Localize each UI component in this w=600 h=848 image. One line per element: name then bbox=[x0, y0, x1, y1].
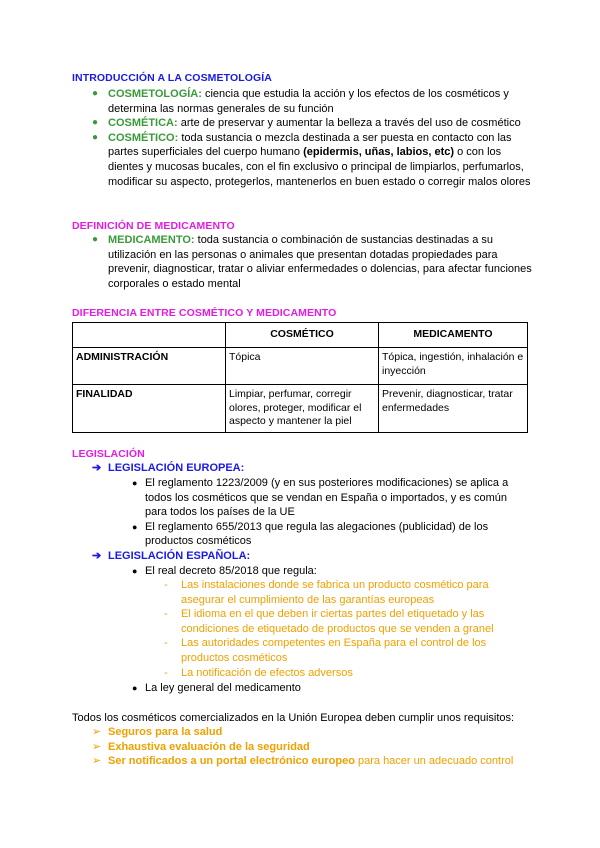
list-item: ● COSMÉTICA: arte de preservar y aumentar la belleza a través del uso de cosmético bbox=[92, 117, 521, 130]
table-header: MEDICAMENTO bbox=[379, 323, 528, 348]
list-item: ➢ Seguros para la salud bbox=[92, 726, 223, 738]
bullet-icon: ● bbox=[132, 521, 138, 532]
list-item: ➢ Exhaustiva evaluación de la seguridad bbox=[92, 740, 310, 753]
dash-icon: - bbox=[164, 637, 168, 650]
table-cell: FINALIDAD bbox=[73, 385, 226, 433]
legislacion-espanola-title: ➔ LEGISLACIÓN ESPAÑOLA: bbox=[92, 550, 251, 562]
list-item: - Las autoridades competentes en España para el control de los productos cosméticos bbox=[164, 637, 487, 664]
list-item: ● El reglamento 655/2013 que regula las alegaciones (publicidad) de los productos cosméticos bbox=[132, 520, 489, 548]
dash-icon: - bbox=[164, 579, 168, 591]
list-item: ● MEDICAMENTO: toda sustancia o combinación de sustancias destinadas a su utilización en las personas o animales que presentan dotadas propiedades para prevenir, diagnosticar, tratar o aliviar enfermedades o dolencias, para afectar funciones corporales o estado mental bbox=[92, 234, 532, 290]
bullet-icon: ● bbox=[132, 478, 138, 488]
decree-items-list bbox=[164, 578, 524, 680]
table-header bbox=[73, 323, 226, 348]
intro-list bbox=[92, 87, 532, 189]
heading-medicamento: DEFINICIÓN DE MEDICAMENTO bbox=[72, 220, 235, 232]
requisitos-list bbox=[92, 725, 532, 769]
list-item: ● El reglamento 1223/2009 (y en sus posteriores modificaciones) se aplica a todos los cosméticos que se vendan en España o importados, y es común para todos los países de la UE bbox=[132, 477, 509, 519]
europea-list bbox=[132, 476, 532, 549]
heading-diferencia: DIFERENCIA ENTRE COSMÉTICO Y MEDICAMENTO bbox=[72, 307, 337, 319]
bullet-icon: ● bbox=[132, 683, 138, 693]
table-row bbox=[73, 385, 528, 433]
arrowhead-icon: ➢ bbox=[92, 726, 102, 738]
list-item: - La notificación de efectos adversos bbox=[164, 666, 353, 679]
table-cell: Tópica, ingestión, inhalación e inyección bbox=[379, 348, 528, 385]
list-item: ● El real decreto 85/2018 que regula: bbox=[132, 565, 317, 577]
arrow-right-icon: ➔ bbox=[92, 462, 102, 474]
bullet-icon: ● bbox=[92, 88, 99, 99]
legislacion-europea-title: ➔ LEGISLACIÓN EUROPEA: bbox=[92, 462, 245, 474]
table-cell: ADMINISTRACIÓN bbox=[73, 348, 226, 385]
table-cell: Tópica bbox=[226, 348, 379, 385]
bullet-icon: ● bbox=[92, 234, 99, 245]
list-item: - Las instalaciones donde se fabrica un producto cosmético para asegurar el cumplimiento de las garantías europeas bbox=[164, 579, 489, 606]
table-row bbox=[73, 348, 528, 385]
arrowhead-icon: ➢ bbox=[92, 740, 102, 753]
heading-introduccion: INTRODUCCIÓN A LA COSMETOLOGÍA bbox=[72, 72, 272, 84]
list-item: ➢ Ser notificados a un portal electrónico europeo para hacer un adecuado control bbox=[92, 755, 514, 768]
dash-icon: - bbox=[164, 666, 168, 679]
requisitos-intro: Todos los cosméticos comercializados en la Unión Europea deben cumplir unos requisitos: bbox=[72, 712, 515, 724]
espanola-decree bbox=[132, 564, 532, 579]
espanola-law bbox=[132, 681, 532, 696]
bullet-icon: ● bbox=[92, 117, 99, 129]
table-header-row bbox=[73, 323, 528, 348]
list-item: ● COSMÉTICO: toda sustancia o mezcla destinada a ser puesta en contacto con las partes superficiales del cuerpo humano (epidermis, uñas, labios, etc) o con los dientes y mucosas bucales, con el fin exclusivo o principal de limpiarlos, perfumarlos, modificar su aspecto, protegerlos, mantenerlos en buen estado o corregir malos olores bbox=[92, 131, 531, 188]
bullet-icon: ● bbox=[132, 566, 138, 576]
arrowhead-icon: ➢ bbox=[92, 755, 102, 768]
list-item: ● La ley general del medicamento bbox=[132, 682, 301, 694]
table-cell: Limpiar, perfumar, corregir olores, proteger, modificar el aspecto y mantener la piel bbox=[226, 385, 379, 433]
table-header: COSMÉTICO bbox=[226, 323, 379, 348]
medicamento-list bbox=[92, 233, 532, 291]
heading-legislacion: LEGISLACIÓN bbox=[72, 448, 145, 460]
arrow-right-icon: ➔ bbox=[92, 550, 102, 562]
bullet-icon: ● bbox=[92, 131, 99, 143]
list-item: - El idioma en el que deben ir ciertas partes del etiquetado y las condiciones de etiquetado de productos que se venden a granel bbox=[164, 608, 494, 635]
dash-icon: - bbox=[164, 608, 168, 621]
comparison-table bbox=[72, 322, 528, 433]
table-cell: Prevenir, diagnosticar, tratar enfermedades bbox=[379, 385, 528, 433]
list-item: ● COSMETOLOGÍA: ciencia que estudia la acción y los efectos de los cosméticos y determina las normas generales de su función bbox=[92, 88, 509, 115]
